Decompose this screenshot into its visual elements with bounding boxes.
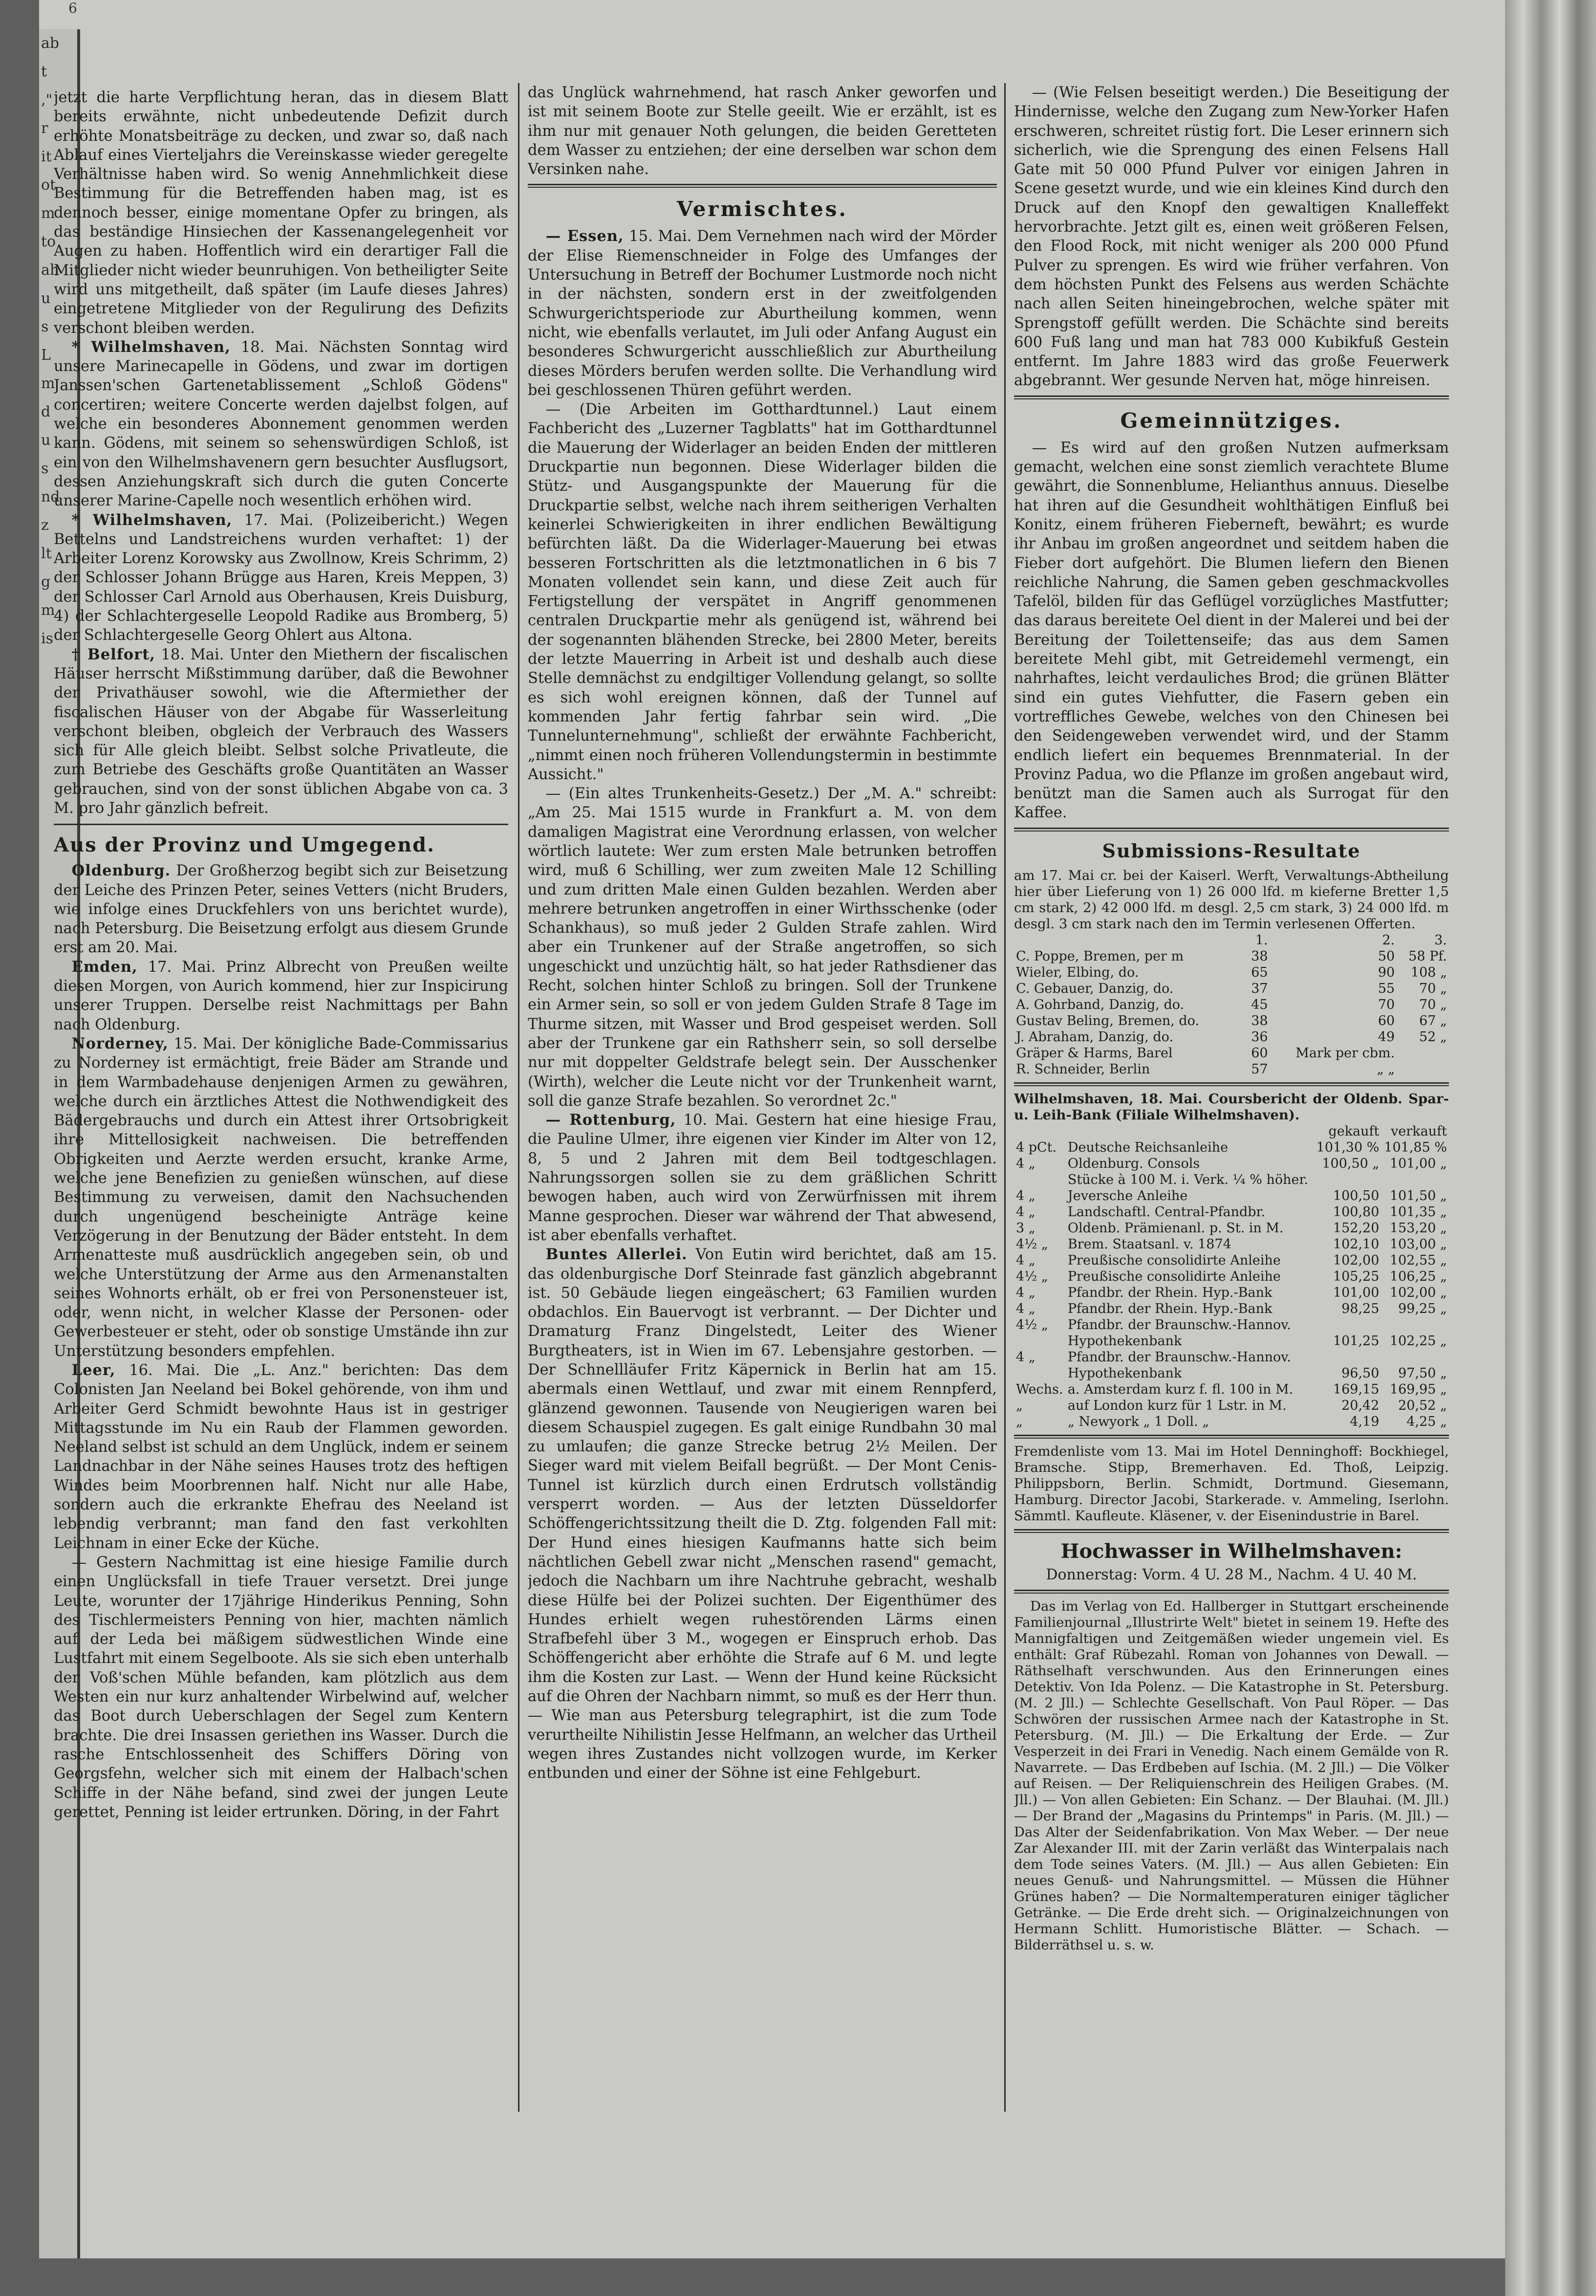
strip-fragment: m: [41, 205, 55, 222]
bank-name: Jeversche Anleihe: [1067, 1188, 1188, 1203]
bank-name: Pfandbr. der Braunschw.-Hannov.: [1067, 1317, 1291, 1333]
article-gotthard: — (Die Arbeiten im Gotthardtunnel.) Laut einem Fachbericht des „Luzerner Tagblatts" hat im Gotthardtunnel die Mauerung der Widerlager an beiden Enden der mittleren Druckpartie nun begonnen. Diese Widerlager bilden die Stütz- und Ausgangspunkte der Mauerung für die Druckpartie selbst, welche nach ihrem seitherigen Verhalten keinerlei Schwierigkeiten in ihrer endlichen Bewältigung befürchten läßt. Da die Widerlager-Mauerung bei etwas besseren Fortschritten als die letztmonatlichen in 6 bis 7 Monaten vollendet sein kann, und diese Zeit auch für Fertigstellung der verspätet in Angriff genommenen centralen Druckpartie mehr als genügend ist, während bei der sogenannten blähenden Strecke, bei 2800 Meter, bereits der letzte Mauerring in Arbeit ist und deshalb auch diese Stelle demnächst zu endgiltiger Vollendung gelangt, so sollte es sich wohl ereignen können, daß der Tunnel auf kommenden Jahr fertig fahrbar sein wird. „Die Tunnelunternehmung", schließt der erwähnte Fachbericht, „nimmt einen noch früheren Vollendungstermin in bestimmte Aussicht.": [528, 401, 997, 783]
bid-value: 37: [1251, 981, 1268, 996]
bank-name: auf London kurz für 1 Lstr. in M.: [1067, 1398, 1287, 1413]
bank-name: Hypothekenbank: [1067, 1333, 1182, 1349]
strip-fragment: s: [41, 318, 49, 335]
article-text: 17. Mai. (Polizeibericht.) Wegen Bettelns und Landstreichens wurden verhaftet: 1) der Arbeiter Lorenz Korowsky aus Zwollnow, Kreis Schrimm, 2) der Schlosser Johann Brügge aus Haren, Kreis Meppen, 3) der Schlosser Carl Arnold aus Oberhausen, Kreis Duisburg, 4) der Schlachtergeselle Leopold Radike aus Bromberg, 5) der Schlachtergeselle Georg Ohlert aus Altona.: [54, 511, 508, 644]
table-row: [1014, 1317, 1449, 1333]
bank-pct: 4 „: [1016, 1188, 1035, 1203]
article-rottenburg: [528, 1111, 997, 1245]
bank-buy: 100,80: [1333, 1204, 1380, 1220]
table-row: [1014, 1301, 1449, 1317]
bank-sell: 102,00 „: [1389, 1285, 1447, 1300]
section-rule: [54, 824, 508, 825]
bank-buy: 152,20: [1333, 1220, 1380, 1236]
strip-fragment: it: [41, 148, 52, 165]
article-text: 18. Mai. Nächsten Sonntag wird unsere Marinecapelle in Gödens, und zwar im dortigen Janssen'schen Gartenetablissement „Schloß Gödens" concertiren; weitere Concerte werden dajelbst folgen, auf welche ein besonderes Abonnement genommen werden kann. Gödens, mit seinem so sehenswürdigen Schloß, ist ein von den Wilhelmshavenern gern besuchter Ausflugsort, dessen Anziehungskraft sich durch die guten Concerte unserer Marine-Capelle noch wesentlich erhöhen wird.: [54, 338, 508, 510]
bid-value: 38: [1251, 948, 1268, 964]
bidder-name: Wieler, Elbing, do.: [1016, 964, 1139, 980]
table-row: [1014, 1285, 1449, 1301]
column-rule-2: [1004, 83, 1006, 2112]
article-trunkenheit: — (Ein altes Trunkenheits-Gesetz.) Der „M. A." schreibt: „Am 25. Mai 1515 wurde in Frankfurt a. M. von dem damaligen Magistrat eine Verordnung erlassen, von welcher wörtlich lautete: Wer zum ersten Male betrunken betroffen wird, muß 6 Schilling, wer zum zweiten Male 12 Schilling und zum dritten Male einen Gulden bezahlen. Werden aber mehrere betrunken angetroffen in einer Wirthsschenke (oder Schankhaus), so muß jeder 2 Gulden Strafe zahlen. Wird aber ein Trunkener auf der Straße angetroffen, so sich ungeschickt und unzüchtig hält, so hat jeder Rathsdiener das Recht, solchen hinter Schloß zu bringen. Soll der Trunkene ein Armer sein, so soll er von jedem Gulden Strafe 8 Tage im Thurme sitzen, mit Wasser und Brod gespeiset werden. Soll aber der Trunkene gar ein Rathsherr sein, so soll derselbe nur mit doppelter Geldstrafe belegt sein. Der Ausschenker (Wirth), welcher die Leute nicht vor der Trunkenheit warnt, soll die ganze Strafe bezahlen. So verordnet 2c.": [528, 785, 997, 1110]
article-text: 15. Mai. Der königliche Bade-Commissarius zu Norderney ist ermächtigt, freie Bäder am Strande und in dem Warmbadehause denjenigen Armen zu gewähren, welche durch ein ärztliches Attest die Nothwendigkeit des Bädergebrauchs und durch ein Attest ihrer Ortsobrigkeit ihre Mittellosigkeit nachweisen. Die betreffenden Obrigkeiten und Aerzte werden ersucht, kranke Arme, welche jene Benefizien zu genießen wünschen, auf diese Bestimmung zu verweisen, damit den Nachsuchenden durch ungenügend bescheinigte Anträge keine Verzögerung in der Benutzung der Bäder entsteht. In dem Armenatteste muß ausdrücklich angegeben sein, ob und welche Unterstützung der Arme aus den Armenanstalten seines Wohnorts erhält, ob er frei von Personensteuer ist, oder, wenn nicht, in welcher Klasse der Personen- oder Gewerbesteuer er steht, oder ob sonstige Umstände ihn zur Unterstützung besonders empfehlen.: [54, 1035, 508, 1360]
strip-fragment: d: [41, 403, 51, 420]
strip-fragment: g: [41, 573, 51, 590]
bank-buy: 169,15: [1333, 1381, 1380, 1397]
bank-pct: [1014, 1333, 1066, 1349]
bidder-name: A. Gohrband, Danzig, do.: [1016, 997, 1185, 1012]
strip-fragment: ab: [41, 35, 60, 52]
table-row: [1014, 1029, 1449, 1045]
article-buntes-allerlei: [528, 1245, 997, 1783]
bid-value: 65: [1251, 964, 1268, 980]
dateline: — Essen,: [545, 227, 624, 245]
bid-value: 70 „: [1419, 997, 1447, 1012]
column-3: [1014, 83, 1449, 1953]
bank-buy: 102,10: [1333, 1236, 1380, 1252]
article-leer-unglueck: — Gestern Nachmittag ist eine hiesige Familie durch einen Unglücksfall in tiefe Trauer versetzt. Drei junge Leute, worunter der 17jährige Hinderikus Penning, Sohn des Tischlermeisters Penning von hier, machten nämlich auf der Leda bei mäßigem südwestlichen Winde eine Lustfahrt mit einem Segelboote. Als sie sich eben unterhalb der Voß'schen Mühle befanden, kam plötzlich aus dem Westen ein nur kurz anhaltender Wirbelwind auf, welcher das Boot durch Ueberschlagen der Segel zum Kentern brachte. Die drei Insassen geriethen ins Wasser. Durch die rasche Entschlossenheit des Schiffers Döring von Georgsfehn, welcher sich mit einem der Halbach'schen Schiffe in der Nähe befand, sind zwei der jungen Leute gerettet, Penning ist leider ertrunken. Döring, in der Fahrt: [54, 1553, 508, 1821]
section-rule: [1014, 1590, 1449, 1594]
table-row: [1014, 1414, 1449, 1430]
bank-sell: 99,25 „: [1398, 1301, 1447, 1316]
table-row: [1014, 1204, 1449, 1220]
bank-sell: 169,95 „: [1389, 1381, 1447, 1397]
bank-name: Brem. Staatsanl. v. 1874: [1067, 1236, 1231, 1252]
bidder-name: C. Poppe, Bremen, per m: [1016, 948, 1184, 964]
hochwasser-times: Donnerstag: Vorm. 4 U. 28 M., Nachm. 4 U. 40 M.: [1046, 1566, 1417, 1583]
bank-name: Pfandbr. der Rhein. Hyp.-Bank: [1067, 1285, 1272, 1300]
table-row: [1014, 981, 1449, 997]
bank-sell: 102,25 „: [1389, 1333, 1447, 1349]
bank-sell: 101,85 %: [1384, 1139, 1447, 1155]
strip-fragment: t: [41, 63, 47, 80]
bank-sell: 101,50 „: [1389, 1188, 1447, 1203]
strip-fragment: L: [41, 347, 51, 364]
bank-pct: 4 pCt.: [1016, 1139, 1057, 1155]
dateline: * Wilhelmshaven,: [71, 338, 231, 356]
bid-value: Mark per cbm.: [1295, 1045, 1395, 1061]
article-norderney: [54, 1034, 508, 1361]
bank-sell: 153,20 „: [1389, 1220, 1447, 1236]
article-text: Von Eutin wird berichtet, daß am 15. das oldenburgische Dorf Steinrade fast gänzlich abgebrannt ist. 50 Gebäude liegen eingeäschert; 63 Familien wurden obdachlos. Ein Bauervogt ist verbrannt. — Der Dichter und Dramaturg Franz Dingelstedt, Leiter des Wiener Burgtheaters, ist in Wien im 67. Lebensjahre gestorben. — Der Schnellläufer Fritz Käpernick in Berlin hat am 15. abermals einen Wettlauf, und zwar mit einem Rennpferd, glänzend gewonnen. Tausende von Neugierigen waren bei diesem Schauspiel zugegen. Es galt einige Rundbahn 30 mal zu umlaufen; die ganze Strecke betrug 2½ Meilen. Der Sieger ward mit vielem Beifall begrüßt. — Der Mont Cenis-Tunnel ist kürzlich durch einen Erdrutsch vollständig versperrt worden. — Aus der letzten Düsseldorfer Schöffengerichtssitzung theilt die D. Ztg. folgenden Fall mit: Der Hund eines hiesigen Kaufmanns hatte sich beim nächtlichen Gebell zwar nicht „Menschen rasend" gemacht, jedoch die Nachbarn um ihre Nachtruhe gebracht, weshalb diese Hülfe bei der Polizei suchten. Der Eigenthümer des Hundes erhielt wegen ruhestörenden Lärms einen Strafbefehl über 3 M., wogegen er Einspruch erhob. Das Schöffengericht aber erhöhte die Strafe auf 6 M. und legte ihm die Kosten zur Last. — Wenn der Hund keine Rücksicht auf die Ohren der Nachbarn nimmt, so muß es der Herr thun. — Wie man aus Petersburg telegraphirt, ist die zum Tode verurtheilte Nihilistin Jesse Helfmann, an welcher das Urtheil wegen ihres Zustandes nicht vollzogen wurde, im Kerker entbunden und einer der Söhne ist eine Fehlgeburt.: [528, 1246, 997, 1782]
bid-value: 55: [1378, 981, 1395, 996]
advertisement-illustrirte-welt: Das im Verlag von Ed. Hallberger in Stuttgart erscheinende Familienjournal „Illustrirte Welt" bietet in seinem 19. Hefte des Mannigfaltigen und Zeitgemäßen wieder ungemein viel. Es enthält: Graf Rübezahl. Roman von Johannes von Dewall. — Räthselhaft verschwunden. Aus den Erinnerungen eines Detektiv. Von Ida Polenz. — Die Katastrophe in St. Petersburg. (M. 2 Jll.) — Schlechte Gesellschaft. Von Paul Röper. — Das Schwören der russischen Armee nach der Katastrophe in St. Petersburg. (M. Jll.) — Die Erkaltung der Erde. — Zur Vesperzeit in dei Frari in Venedig. Nach einem Gemälde von R. Navarrete. — Das Erdbeben auf Ischia. (M. 2 Jll.) — Die Völker auf Reisen. — Der Reliquienschrein des Heiligen Grabes. (M. Jll.) — Von allen Gebieten: Ein Schanz. — Der Blauhai. (M. Jll.) — Der Brand der „Magasins du Printemps" in Paris. (M. Jll.) — Das Alter der Seidenfabrikation. Von Max Weber. — Der neue Zar Alexander III. mit der Zarin verläßt das Winterpalais nach dem Tode seines Vaters. (M. Jll.) — Aus allen Gebieten: Ein neues Genuß- und Nahrungsmittel. — Müssen die Hühner Grünes haben? — Die Normaltemperaturen einiger täglicher Getränke. — Die Erde dreht sich. — Originalzeichnungen von Hermann Schlitt. Humoristische Blätter. — Schach. — Bilderräthsel u. s. w.: [1014, 1598, 1449, 1953]
bank-sell: [1381, 1349, 1449, 1365]
bank-pct: [1014, 1365, 1066, 1381]
article-text: 10. Mai. Gestern hat eine hiesige Frau, die Pauline Ulmer, ihre eigenen vier Kinder im Alter von 12, 8, 5 und 2 Jahren mit dem Beil todtgeschlagen. Nahrungssorgen sollen sie zu dem gräßlichen Schritt bewogen haben, auch wird von Zerwürfnissen mit ihrem Manne gesprochen. Dieser war während der That abwesend, ist aber ebenfalls verhaftet.: [528, 1112, 997, 1244]
bid-value: 108 „: [1410, 964, 1447, 980]
table-row: [1014, 1381, 1449, 1398]
book-edge: [1505, 0, 1596, 2296]
article-belfort: [54, 645, 508, 818]
table-row: [1014, 1252, 1449, 1268]
bid-value: [1397, 1045, 1449, 1061]
strip-fragment: m: [41, 375, 55, 392]
bid-value: 49: [1378, 1029, 1395, 1045]
article-text: Der Großherzog begibt sich zur Beisetzung der Leiche des Prinzen Peter, seines Vetters (nicht Bruders, wie infolge eines Druckfehlers von uns berichtet wurde), nach Petersburg. Die Beisetzung erfolgt aus diesem Grunde erst am 20. Mai.: [54, 862, 508, 957]
bank-pct: „: [1016, 1414, 1023, 1429]
bidder-name: R. Schneider, Berlin: [1016, 1061, 1150, 1077]
hochwasser-title: Hochwasser in Wilhelmshaven:: [1060, 1539, 1402, 1563]
section-rule: [528, 184, 997, 188]
article-text: 16. Mai. Die „L. Anz." berichten: Das dem Colonisten Jan Neeland bei Bokel gehörende, von ihm und Arbeiter Gerd Schmidt bewohnte Haus ist in gestriger Mittagsstunde im Nu ein Raub der Flammen geworden. Neeland selbst ist schuld an dem Unglück, indem er seinem Landnachbar in der Nähe seines Hauses trotz des heftigen Windes beim Moorbrennen half. Nicht nur alle Habe, sondern auch die erkrankte Ehefrau des Neeland ist lebendig verbrannt; man fand den fast verkohlten Leichnam in einer Ecke der Küche.: [54, 1362, 508, 1552]
article-polizeibericht: [54, 511, 508, 645]
bank-pct: 4½ „: [1016, 1317, 1048, 1333]
column-header: 3.: [1434, 932, 1447, 948]
bank-name: Landschaftl. Central-Pfandbr.: [1067, 1204, 1266, 1220]
article-essen: [528, 227, 997, 400]
table-row: [1014, 1013, 1449, 1029]
bank-name: a. Amsterdam kurz f. fl. 100 in M.: [1067, 1381, 1294, 1397]
strip-fragment: m: [41, 602, 55, 619]
bank-pct: 4 „: [1016, 1349, 1035, 1365]
bank-name: Stücke à 100 M. i. Verk. ¼ % höher.: [1067, 1172, 1309, 1187]
article-felsen: — (Wie Felsen beseitigt werden.) Die Beseitigung der Hindernisse, welche den Zugang zum New-Yorker Hafen erschweren, schreitet rüstig fort. Die Leser erinnern sich sicherlich, wie die Sprengung des einen Felsens Hall Gate mit 50 000 Pfund Pulver vor einigen Jahren in Scene gesetzt wurde, und wie ein kleines Kind durch den Druck auf den Knopf den gewaltigen Knalleffekt hervorbrachte. Jetzt gilt es, einen weit größeren Felsen, den Flood Rock, mit nicht weniger als 200 000 Pfund Pulver zu sprengen. Es wird wie früher verfahren. Von dem höchsten Punkt des Felsens aus werden Schächte nach allen Seiten hineingebrochen, welche später mit Sprengstoff gefüllt werden. Die Schächte sind bereits 600 Fuß lang und man hat 783 000 Kubikfuß Gestein entfernt. Im Jahre 1883 wird das große Feuerwerk abgebrannt. Wer gesunde Nerven hat, möge hinreisen.: [1014, 84, 1449, 390]
table-row: [1014, 1333, 1449, 1349]
bank-buy: [1314, 1317, 1381, 1333]
bank-sell: 20,52 „: [1398, 1398, 1447, 1413]
bid-value: 70 „: [1419, 981, 1447, 996]
bank-sell: 97,50 „: [1398, 1365, 1447, 1381]
column-header: 2.: [1382, 932, 1395, 948]
table-row: [1014, 1398, 1449, 1414]
strip-fragment: to: [41, 233, 56, 250]
submission-table: [1014, 932, 1449, 1077]
bid-value: 90: [1378, 964, 1395, 980]
section-heading-submissions: Submissions-Resultate: [1102, 839, 1361, 862]
bank-sell: 101,35 „: [1389, 1204, 1447, 1220]
strip-fragment: u: [41, 290, 51, 307]
bank-pct: „: [1016, 1398, 1023, 1413]
bank-sell: 106,25 „: [1389, 1268, 1447, 1284]
bank-buy: 20,42: [1341, 1398, 1380, 1413]
strip-fragment: z: [41, 517, 49, 534]
article-continued: das Unglück wahrnehmend, hat rasch Anker geworfen und ist mit seinem Boote zur Stelle geeilt. Wie er erzählt, ist es ihm nur mit genauer Noth gelungen, die beiden Geretteten dem Wasser zu entziehen; der eine derselben war schon dem Versinken nahe.: [528, 84, 997, 178]
bank-sell: 102,55 „: [1389, 1252, 1447, 1268]
bank-pct: 4 „: [1016, 1204, 1035, 1220]
bank-sell: [1381, 1172, 1449, 1188]
dateline: Leer,: [71, 1361, 116, 1379]
article-defizit: jetzt die harte Verpflichtung heran, das in diesem Blatt bereits erwähnte, nicht unbedeutende Defizit durch erhöhte Monatsbeiträge zu decken, und zwar so, daß nach Ablauf eines Vierteljahrs die Vereinskasse wieder geregelte Verhältnisse haben wird. So wenig Annehmlichkeit diese Bestimmung für die Betreffenden haben mag, ist es dennoch besser, einige momentane Opfer zu bringen, als das beständige Hinsiechen der Kassenangelegenheit vor Augen zu haben. Hoffentlich wird ein derartiger Fall die Mitglieder nicht wieder beunruhigen. Von betheiligter Seite wird uns mitgetheilt, daß später (im Laufe dieses Jahres) eingetretene Mitglieder von der Regulirung des Defizits verschont bleiben werden.: [54, 89, 508, 337]
article-wilhelmshaven-concert: [54, 338, 508, 511]
dateline: * Wilhelmshaven,: [71, 511, 233, 529]
bank-pct: 4½ „: [1016, 1268, 1048, 1284]
table-row: [1014, 997, 1449, 1013]
section-heading-provinz: Aus der Provinz und Umgegend.: [54, 833, 435, 857]
section-heading-gemeinnuetziges: Gemeinnütziges.: [1120, 408, 1343, 433]
column-header: verkauft: [1391, 1123, 1447, 1139]
bid-value: 60: [1251, 1045, 1268, 1061]
section-rule: [1014, 395, 1449, 399]
bank-heading: Wilhelmshaven, 18. Mai. Coursbericht der Oldenb. Spar- u. Leih-Bank (Filiale Wilhelmshaven).: [1014, 1091, 1449, 1123]
dateline: † Belfort,: [71, 645, 155, 663]
strip-fragment: u: [41, 432, 51, 449]
bank-buy: 4,19: [1350, 1414, 1380, 1429]
dateline: Norderney,: [71, 1034, 169, 1052]
bid-value: 58 Pf.: [1408, 948, 1447, 964]
bank-buy: [1314, 1349, 1381, 1365]
table-row: [1014, 964, 1449, 981]
bank-pct: 4 „: [1016, 1252, 1035, 1268]
bidder-name: Gräper & Harms, Barel: [1016, 1045, 1173, 1061]
bank-buy: 100,50: [1333, 1188, 1380, 1203]
article-emden: [54, 958, 508, 1034]
bank-name: „ Newyork „ 1 Doll. „: [1067, 1414, 1209, 1429]
table-row: [1014, 1172, 1449, 1188]
article-text: 15. Mai. Dem Vernehmen nach wird der Mörder der Elise Riemenschneider in Folge des Umfanges der Untersuchung in Betreff der Bochumer Lustmorde noch nicht in der nächsten, sondern erst in der zweitfolgenden Schwurgerichtsperiode zur Aburtheilung kommen, wenn nicht, wie ebenfalls verlautet, im Juli oder Anfang August ein besonderes Schwurgericht ausschließlich zur Aburtheilung dieses Mörders berufen werden sollte. Die Verhandlung wird bei geschlossenen Thüren geführt werden.: [528, 228, 997, 399]
dateline: Oldenburg.: [71, 862, 171, 880]
table-row: [1014, 1268, 1449, 1285]
bid-value: 67 „: [1419, 1013, 1447, 1028]
fremdenliste: Fremdenliste vom 13. Mai im Hotel Denninghoff: Bockhiegel, Bramsche. Stipp, Bremerhaven. Ed. Thoß, Leipzig. Philippsborn, Berlin. Schmidt, Dortmund. Giesemann, Hamburg. Director Jacobi, Starkerade. v. Ammeling, Iserlohn. Sämmtl. Kaufleute. Kläsener, v. der Eisenindustrie in Barel.: [1014, 1443, 1449, 1524]
newspaper-page: [39, 0, 1505, 2258]
strip-fragment: ot: [41, 176, 56, 194]
strip-fragment: s: [41, 460, 49, 477]
bid-value: 36: [1251, 1029, 1268, 1045]
section-rule: [1014, 1529, 1449, 1533]
bank-sell: 101,00 „: [1389, 1156, 1447, 1171]
bank-pct: Wechs.: [1016, 1381, 1063, 1397]
bank-buy: 105,25: [1333, 1268, 1380, 1284]
dateline: — Rottenburg,: [545, 1111, 676, 1129]
table-row: [1014, 1220, 1449, 1236]
table-row: [1014, 1236, 1449, 1252]
section-rule: [1014, 828, 1449, 831]
bank-buy: 101,25: [1333, 1333, 1380, 1349]
bank-sell: [1381, 1317, 1449, 1333]
table-row: [1014, 1365, 1449, 1381]
strip-fragment: ah: [41, 262, 60, 279]
bid-value: [1397, 1061, 1449, 1077]
bank-name: Preußische consolidirte Anleihe: [1067, 1252, 1281, 1268]
strip-fragment: ,": [41, 91, 53, 109]
column-2: [528, 83, 997, 1783]
article-leer: [54, 1361, 508, 1553]
bid-value: 45: [1251, 997, 1268, 1012]
bank-pct: 4 „: [1016, 1156, 1035, 1171]
article-oldenburg: [54, 861, 508, 957]
dateline: Buntes Allerlei.: [545, 1246, 688, 1264]
table-row: [1014, 1349, 1449, 1365]
bank-pct: 4 „: [1016, 1285, 1035, 1300]
article-text: 18. Mai. Unter den Miethern der fiscalischen Häuser herrscht Mißstimmung darüber, daß die Bewohner der Privathäuser sowohl, wie die Aftermiether der fiscalischen Häuser von der Abgabe für Wasserleitung verschont bleiben, obgleich der Verbrauch des Wassers sich für Alle gleich bleibt. Selbst solche Privatleute, die zum Betriebe des Geschäfts große Quantitäten an Wasser gebrauchen, sind von der sonst üblichen Abgabe von ca. 3 M. pro Jahr gänzlich befreit.: [54, 646, 508, 817]
article-text: 17. Mai. Prinz Albrecht von Preußen weilte diesen Morgen, von Aurich kommend, hier zur Inspicirung unserer Truppen. Derselbe reist Nachmittags per Bahn nach Oldenburg.: [54, 958, 508, 1033]
bid-value: „ „: [1377, 1061, 1395, 1077]
bank-pct: [1014, 1172, 1066, 1188]
table-row: [1014, 1061, 1449, 1077]
bid-value: 60: [1378, 1013, 1395, 1028]
bank-buy: 102,00: [1333, 1252, 1380, 1268]
bid-value: 70: [1378, 997, 1395, 1012]
column-1: [54, 88, 508, 1822]
bank-pct: 3 „: [1016, 1220, 1035, 1236]
bank-buy: 100,50 „: [1322, 1156, 1380, 1171]
bank-name: Oldenburg. Consols: [1067, 1156, 1200, 1171]
submission-intro: am 17. Mai cr. bei der Kaiserl. Werft, Verwaltungs-Abtheilung hier über Lieferung von 1) 26 000 lfd. m kieferne Bretter 1,5 cm stark, 2) 42 000 lfd. m desgl. 2,5 cm stark, 3) 24 000 lfd. m desgl. 3 cm stark nach den im Termin verlesenen Offerten.: [1014, 867, 1449, 932]
page-number: 6: [68, 0, 77, 16]
table-header-row: [1014, 932, 1449, 948]
bid-value: 50: [1378, 948, 1395, 964]
table-row: [1014, 1188, 1449, 1204]
bank-buy: 98,25: [1341, 1301, 1380, 1316]
table-row: [1014, 1139, 1449, 1156]
section-rule: [1014, 1435, 1449, 1439]
strip-fragment: is: [41, 630, 53, 647]
table-header-row: [1014, 1123, 1449, 1139]
bank-name: Hypothekenbank: [1067, 1365, 1182, 1381]
bank-name: Pfandbr. der Braunschw.-Hannov.: [1067, 1349, 1291, 1365]
section-rule: [1014, 1082, 1449, 1086]
article-sonnenblume: — Es wird auf den großen Nutzen aufmerksam gemacht, welchen eine sonst ziemlich verachtete Blume gewährt, die Sonnenblume, Helianthus annuus. Dieselbe hat ihren auf die Gesundheit wohlthätigen Einfluß bei Konitz, einem früheren Fieberneft, bewährt; es wurde ihr Anbau im großen angeordnet und seitdem haben die Fieber dort aufgehört. Die Blumen liefern den Bienen reichliche Nahrung, die Samen geben geschmackvolles Tafelöl, bilden für das Geflügel vorzügliches Mastfutter; das daraus bereitete Oel dient in der Malerei und bei der Bereitung der Toilettenseife; das aus dem Samen bereitete Mehl gibt, mit Getreidemehl vermengt, ein nahrhaftes, leicht verdauliches Brod; die grünen Blätter sind ein gutes Viehfutter, die Fasern geben ein vortreffliches Gewebe, welches von den Chinesen bei den Seidengeweben verwendet wird, und der Stamm endlich liefert ein bequemes Brennmaterial. In der Provinz Padua, wo die Pflanze im großen angebaut wird, benützt man die Samen auch als Surrogat für den Kaffee.: [1014, 439, 1449, 822]
bank-name: Oldenb. Prämienanl. p. St. in M.: [1067, 1220, 1284, 1236]
dateline: Emden,: [71, 958, 138, 976]
bid-value: 57: [1251, 1061, 1268, 1077]
bank-pct: 4 „: [1016, 1301, 1035, 1316]
section-heading-vermischtes: Vermischtes.: [676, 197, 848, 221]
bank-pct: 4½ „: [1016, 1236, 1048, 1252]
strip-fragment: lt: [41, 545, 52, 562]
table-row: [1014, 1045, 1449, 1061]
bank-table: [1014, 1123, 1449, 1430]
bank-name: Pfandbr. der Rhein. Hyp.-Bank: [1067, 1301, 1272, 1316]
table-row: [1014, 1156, 1449, 1172]
bidder-name: Gustav Beling, Bremen, do.: [1016, 1013, 1200, 1028]
strip-fragment: r: [41, 120, 48, 137]
bid-value: 52 „: [1419, 1029, 1447, 1045]
column-header: gekauft: [1328, 1123, 1380, 1139]
bid-value: 38: [1251, 1013, 1268, 1028]
bank-name: Preußische consolidirte Anleihe: [1067, 1268, 1281, 1284]
bank-buy: 101,00: [1333, 1285, 1380, 1300]
bank-buy: 96,50: [1341, 1365, 1380, 1381]
column-header: 1.: [1255, 932, 1268, 948]
bidder-name: C. Gebauer, Danzig, do.: [1016, 981, 1174, 996]
bank-name: Deutsche Reichsanleihe: [1067, 1139, 1229, 1155]
bank-buy: 101,30 %: [1316, 1139, 1380, 1155]
strip-fragment: nd: [41, 488, 60, 505]
column-rule-1: [518, 83, 519, 2112]
table-row: [1014, 948, 1449, 964]
bank-sell: 4,25 „: [1406, 1414, 1447, 1429]
bidder-name: J. Abraham, Danzig, do.: [1016, 1029, 1174, 1045]
bank-sell: 103,00 „: [1389, 1236, 1447, 1252]
bank-buy: [1314, 1172, 1381, 1188]
